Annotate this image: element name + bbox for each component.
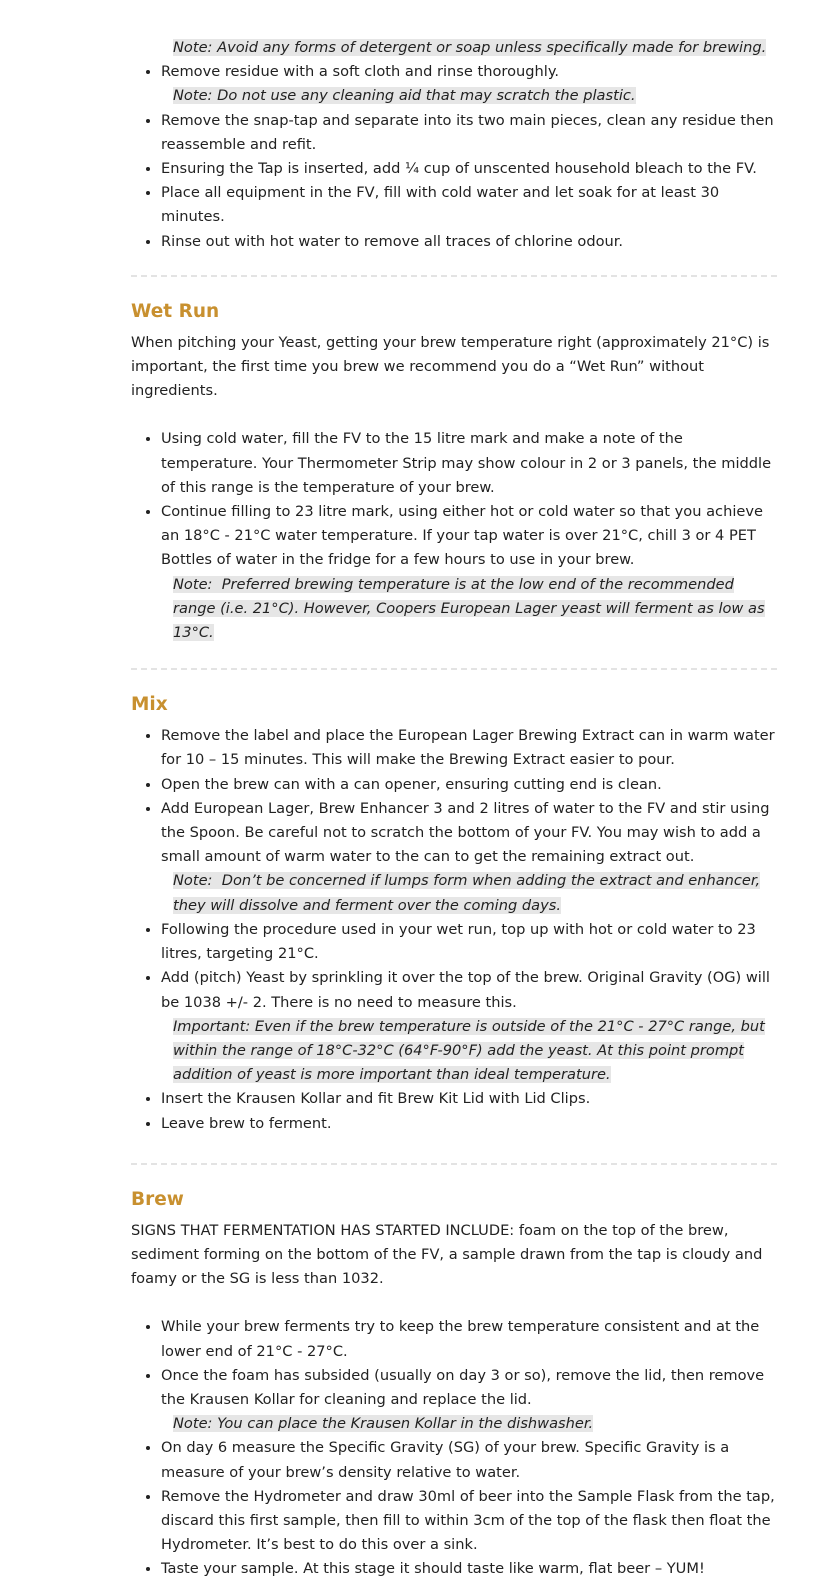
list-item: • Insert the Krausen Kollar and fit Brew Kit Lid with Lid Clips. <box>161 1087 777 1111</box>
cleaning-top-note: Note: Avoid any forms of detergent or soap unless specifically made for brewing. <box>173 39 767 56</box>
list-item: • Open the brew can with a can opener, ensuring cutting end is clean. <box>161 773 777 797</box>
note: Note: Do not use any cleaning aid that may scratch the plastic. <box>173 87 636 105</box>
brew-section <box>131 1165 777 1582</box>
instructions-article <box>131 0 777 1582</box>
mix-list <box>131 724 777 1135</box>
list-item: • Taste your sample. At this stage it should taste like warm, flat beer – YUM! <box>161 1557 777 1581</box>
section-heading: Wet Run <box>131 300 220 322</box>
list-item: • Using cold water, fill the FV to the 15 litre mark and make a note of the temperature. Your Thermometer Strip may show colour in 2 or 3 panels, the middle of this range is the temperature of your brew. <box>161 427 777 500</box>
list-item: • On day 6 measure the Specific Gravity (SG) of your brew. Specific Gravity is a measure of your brew’s density relative to water. <box>161 1436 777 1484</box>
wet-run-section <box>131 277 777 645</box>
list-item: • Leave brew to ferment. <box>161 1112 777 1136</box>
list-item: • Ensuring the Tap is inserted, add ¼ cup of unscented household bleach to the FV. <box>161 157 777 181</box>
list-item: • Add (pitch) Yeast by sprinkling it over the top of the brew. Original Gravity (OG) will be 1038 +/- 2. There is no need to measure this. Important: Even if the brew temperature is outside of the 21°C - 27°C range, but within the range of 18°C-32°C (64°F-90°F) add the yeast. At this point prompt addition of yeast is more important than ideal temperature. <box>161 966 777 1087</box>
list-item: • Add European Lager, Brew Enhancer 3 and 2 litres of water to the FV and stir using the Spoon. Be careful not to scratch the bottom of your FV. You may wish to add a small amount of warm water to the can to get the remaining extract out. Note: Don’t be concerned if lumps form when adding the extract and enhancer, they will dissolve and ferment over the coming days. <box>161 797 777 918</box>
cleaning-section <box>131 0 777 254</box>
cleaning-list <box>131 60 777 254</box>
section-intro: When pitching your Yeast, getting your brew temperature right (approximately 21°C) is important, the first time you brew we recommend you do a “Wet Run” without ingredients. <box>131 333 770 400</box>
list-item: • While your brew ferments try to keep the brew temperature consistent and at the lower end of 21°C - 27°C. <box>161 1315 777 1363</box>
note: Note: You can place the Krausen Kollar in the dishwasher. <box>173 1415 594 1433</box>
note: Note: Preferred brewing temperature is at the low end of the recommended range (i.e. 21°C). However, Coopers European Lager yeast will ferment as low as 13°C. <box>173 575 765 642</box>
list-item: • Remove the Hydrometer and draw 30ml of beer into the Sample Flask from the tap, discard this first sample, then fill to within 3cm of the top of the flask then float the Hydrometer. It’s best to do this over a sink. <box>161 1485 777 1558</box>
note: Note: Don’t be concerned if lumps form when adding the extract and enhancer, they will dissolve and ferment over the coming days. <box>173 872 761 914</box>
list-item: • Remove residue with a soft cloth and rinse thoroughly. Note: Do not use any cleaning aid that may scratch the plastic. <box>161 60 777 108</box>
list-item: • Remove the snap-tap and separate into its two main pieces, clean any residue then reassemble and refit. <box>161 109 777 157</box>
list-item: • Place all equipment in the FV, fill with cold water and let soak for at least 30 minutes. <box>161 181 777 229</box>
list-item: • Continue filling to 23 litre mark, using either hot or cold water so that you achieve an 18°C - 21°C water temperature. If your tap water is over 21°C, chill 3 or 4 PET Bottles of water in the fridge for a few hours to use in your brew. Note: Preferred brewing temperature is at the low end of the recommended range (i.e. 21°C). However, Coopers European Lager yeast will ferment as low as 13°C. <box>161 500 777 645</box>
section-heading: Mix <box>131 694 168 716</box>
important-note: Important: Even if the brew temperature is outside of the 21°C - 27°C range, but within the range of 18°C-32°C (64°F-90°F) add the yeast. At this point prompt addition of yeast is more important than ideal temperature. <box>173 1017 765 1084</box>
wet-run-list <box>131 427 777 645</box>
list-item: • Rinse out with hot water to remove all traces of chlorine odour. <box>161 230 777 254</box>
section-intro: SIGNS THAT FERMENTATION HAS STARTED INCLUDE: foam on the top of the brew, sediment forming on the bottom of the FV, a sample drawn from the tap is cloudy and foamy or the SG is less than 1032. <box>131 1221 763 1288</box>
list-item: • Once the foam has subsided (usually on day 3 or so), remove the lid, then remove the Krausen Kollar for cleaning and replace the lid. Note: You can place the Krausen Kollar in the dishwasher. <box>161 1364 777 1437</box>
list-item: • Remove the label and place the European Lager Brewing Extract can in warm water for 10 – 15 minutes. This will make the Brewing Extract easier to pour. <box>161 724 777 772</box>
section-heading: Brew <box>131 1188 184 1210</box>
brew-list <box>131 1315 777 1581</box>
mix-section <box>131 670 777 1135</box>
list-item: • Following the procedure used in your wet run, top up with hot or cold water to 23 litres, targeting 21°C. <box>161 918 777 966</box>
